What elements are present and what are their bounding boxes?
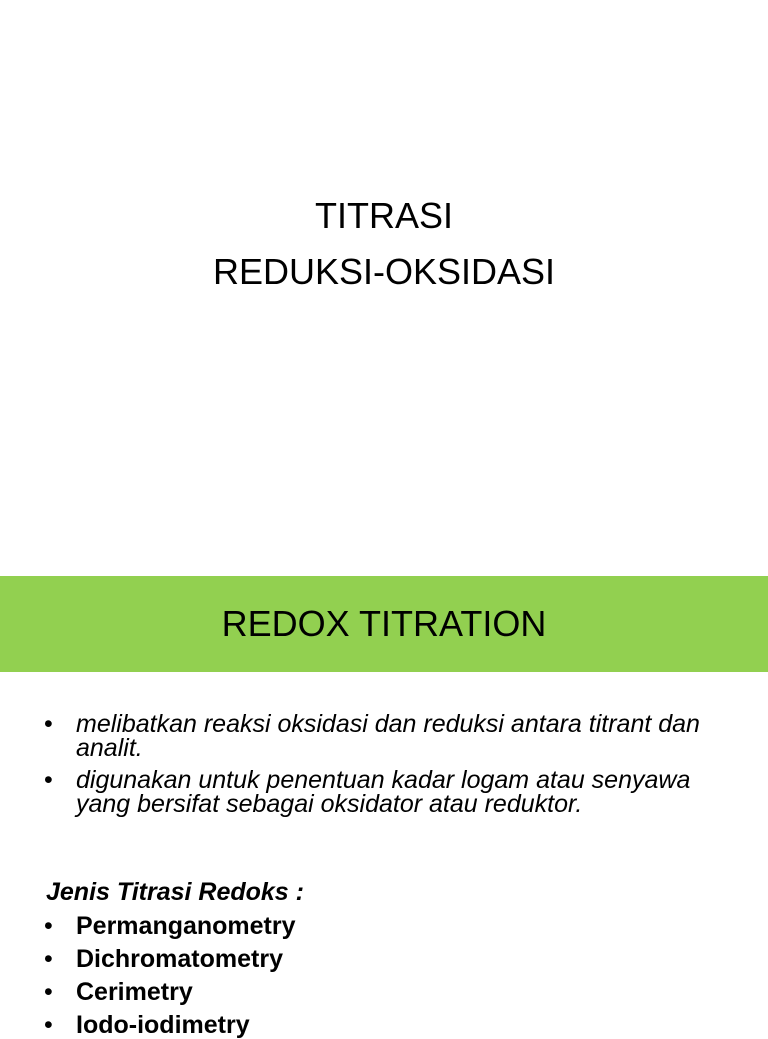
type-label: Permanganometry [76,912,296,940]
type-label: Iodo-iodimetry [76,1011,250,1039]
type-label: Dichromatometry [76,945,283,973]
banner-title: REDOX TITRATION [221,603,547,644]
bullet-dot: • [44,978,53,1006]
bullet-dot: • [44,766,53,794]
bullet-dot: • [44,912,53,940]
title-line-1: TITRASI [314,195,453,236]
type-item [44,978,193,1006]
content-slide [0,576,768,1039]
type-item [44,945,283,973]
type-item [44,912,296,940]
bullet-text: melibatkan reaksi oksidasi dan reduksi antara titrant dan analit. [76,710,700,762]
type-label: Cerimetry [76,978,193,1006]
title-line-2: REDUKSI-OKSIDASI [212,251,556,292]
types-heading: Jenis Titrasi Redoks : [46,878,304,906]
bullet-dot: • [44,1011,53,1039]
bullet-dot: • [44,945,53,973]
slide-title [0,188,768,300]
bullet-dot: • [44,710,53,738]
type-item [44,1011,250,1039]
bullet-text: digunakan untuk penentuan kadar logam atau senyawa yang bersifat sebagai oksidator atau reduktor. [76,766,691,818]
bullet-item [44,712,724,760]
title-banner [0,576,768,672]
bullet-item [44,768,724,816]
